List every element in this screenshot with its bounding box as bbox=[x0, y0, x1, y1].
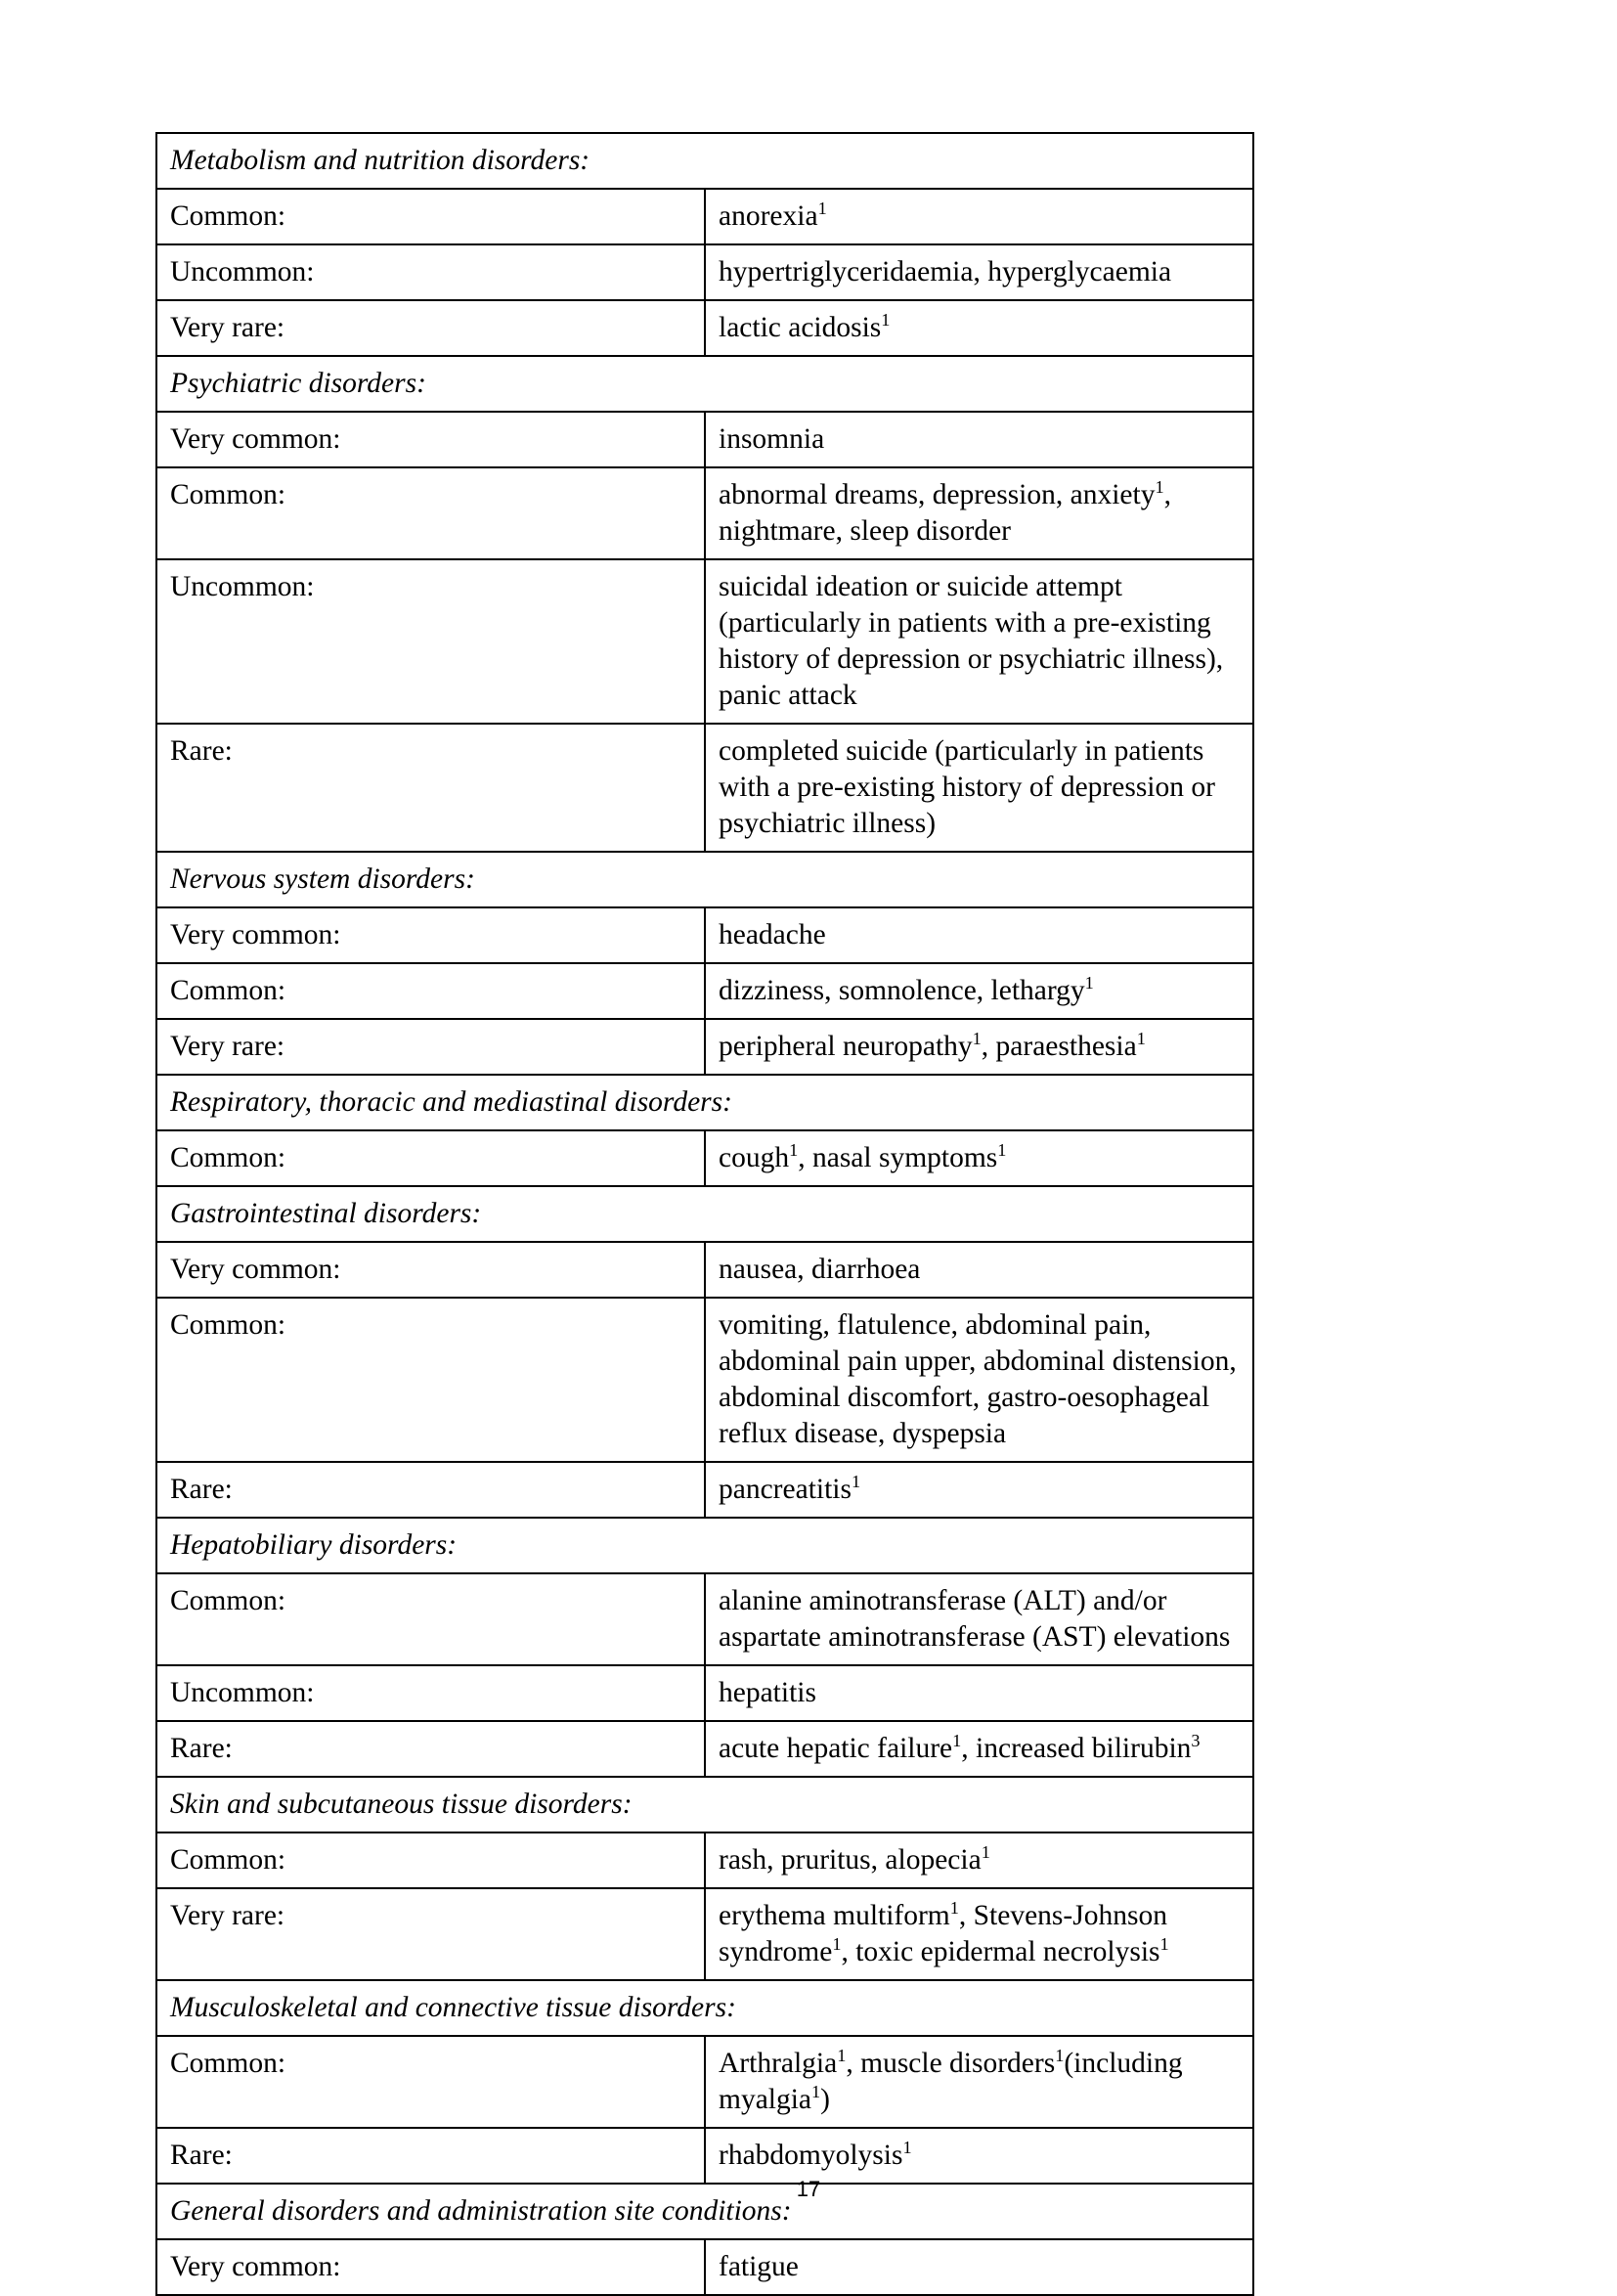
section-header-row bbox=[156, 1186, 1253, 1242]
table-row bbox=[156, 1721, 1253, 1777]
footnote-marker: 1 bbox=[789, 1139, 799, 1160]
system-organ-class-heading: Respiratory, thoracic and mediastinal disorders: bbox=[156, 1075, 1253, 1130]
reaction-text: alanine aminotransferase (ALT) and/or aspartate aminotransferase (AST) elevations bbox=[719, 1585, 1231, 1653]
system-organ-class-heading: Nervous system disorders: bbox=[156, 852, 1253, 907]
reaction-text: dizziness, somnolence, lethargy bbox=[719, 975, 1085, 1006]
frequency-cell: Common: bbox=[156, 2036, 705, 2128]
section-header-row bbox=[156, 852, 1253, 907]
system-organ-class-heading: General disorders and administration site conditions: bbox=[156, 2184, 1253, 2239]
reactions-cell bbox=[705, 412, 1253, 467]
footnote-marker: 1 bbox=[817, 198, 827, 218]
reaction-text: anorexia bbox=[719, 200, 818, 232]
reaction-text: ) bbox=[820, 2084, 830, 2115]
frequency-cell: Very rare: bbox=[156, 1019, 705, 1075]
frequency-cell: Very rare: bbox=[156, 300, 705, 356]
reaction-text: vomiting, flatulence, abdominal pain, abdominal pain upper, abdominal distension, abdominal discomfort, gastro-oesophageal reflux disease, dyspepsia bbox=[719, 1309, 1237, 1449]
table-row bbox=[156, 412, 1253, 467]
reaction-text: , increased bilirubin bbox=[961, 1733, 1192, 1764]
reactions-cell bbox=[705, 559, 1253, 724]
system-organ-class-heading: Musculoskeletal and connective tissue disorders: bbox=[156, 1980, 1253, 2036]
adverse-reactions-table bbox=[155, 132, 1254, 2296]
reactions-cell bbox=[705, 963, 1253, 1019]
frequency-cell: Very common: bbox=[156, 907, 705, 963]
system-organ-class-heading: Psychiatric disorders: bbox=[156, 356, 1253, 412]
reactions-cell bbox=[705, 2239, 1253, 2295]
frequency-cell: Common: bbox=[156, 1832, 705, 1888]
reaction-text: erythema multiform bbox=[719, 1900, 950, 1931]
reaction-text: rhabdomyolysis bbox=[719, 2140, 903, 2171]
table-row bbox=[156, 467, 1253, 559]
system-organ-class-heading: Hepatobiliary disorders: bbox=[156, 1518, 1253, 1573]
footnote-marker: 1 bbox=[997, 1139, 1007, 1160]
footnote-marker: 1 bbox=[972, 1028, 982, 1048]
frequency-cell: Common: bbox=[156, 963, 705, 1019]
footnote-marker: 1 bbox=[832, 1933, 842, 1954]
section-header-row bbox=[156, 1777, 1253, 1832]
frequency-cell: Common: bbox=[156, 1573, 705, 1665]
reaction-text: abnormal dreams, depression, anxiety bbox=[719, 479, 1156, 510]
footnote-marker: 1 bbox=[952, 1730, 962, 1750]
reactions-cell bbox=[705, 724, 1253, 852]
reactions-cell bbox=[705, 1298, 1253, 1462]
reaction-text: suicidal ideation or suicide attempt (particularly in patients with a pre-existing history of depression or psychiatric illness), panic attack bbox=[719, 571, 1224, 711]
frequency-cell: Rare: bbox=[156, 1721, 705, 1777]
reaction-text: hypertriglyceridaemia, hyperglycaemia bbox=[719, 256, 1172, 287]
reactions-cell bbox=[705, 2128, 1253, 2184]
reaction-text: acute hepatic failure bbox=[719, 1733, 953, 1764]
reactions-cell bbox=[705, 1242, 1253, 1298]
reactions-cell bbox=[705, 1130, 1253, 1186]
table-row bbox=[156, 189, 1253, 244]
reactions-cell bbox=[705, 1573, 1253, 1665]
table-row bbox=[156, 1573, 1253, 1665]
table-row bbox=[156, 724, 1253, 852]
frequency-cell: Uncommon: bbox=[156, 1665, 705, 1721]
reaction-text: completed suicide (particularly in patients with a pre-existing history of depression or psychiatric illness) bbox=[719, 735, 1215, 839]
reaction-text: peripheral neuropathy bbox=[719, 1031, 973, 1062]
table-row bbox=[156, 1462, 1253, 1518]
system-organ-class-heading: Metabolism and nutrition disorders: bbox=[156, 133, 1253, 189]
frequency-cell: Rare: bbox=[156, 1462, 705, 1518]
reaction-text: insomnia bbox=[719, 423, 825, 455]
reaction-text: , nasal symptoms bbox=[798, 1142, 998, 1173]
table-row bbox=[156, 2036, 1253, 2128]
system-organ-class-heading: Gastrointestinal disorders: bbox=[156, 1186, 1253, 1242]
table-row bbox=[156, 907, 1253, 963]
section-header-row bbox=[156, 1518, 1253, 1573]
table-row bbox=[156, 1298, 1253, 1462]
footnote-marker: 1 bbox=[837, 2045, 847, 2065]
reaction-text: , paraesthesia bbox=[981, 1031, 1137, 1062]
footnote-marker: 1 bbox=[881, 309, 891, 330]
adverse-reactions-table-body bbox=[156, 133, 1253, 2295]
system-organ-class-heading: Skin and subcutaneous tissue disorders: bbox=[156, 1777, 1253, 1832]
reactions-cell bbox=[705, 2036, 1253, 2128]
reaction-text: nausea, diarrhoea bbox=[719, 1254, 921, 1285]
frequency-cell: Common: bbox=[156, 467, 705, 559]
footnote-marker: 1 bbox=[902, 2137, 912, 2157]
reaction-text: headache bbox=[719, 919, 826, 950]
reaction-text: hepatitis bbox=[719, 1677, 816, 1708]
reaction-text: pancreatitis bbox=[719, 1474, 852, 1505]
table-row bbox=[156, 244, 1253, 300]
section-header-row bbox=[156, 356, 1253, 412]
frequency-cell: Uncommon: bbox=[156, 559, 705, 724]
footnote-marker: 1 bbox=[1159, 1933, 1169, 1954]
footnote-marker: 1 bbox=[1155, 476, 1164, 497]
reaction-text: , nightmare, sleep disorder bbox=[719, 479, 1171, 547]
reactions-cell bbox=[705, 300, 1253, 356]
section-header-row bbox=[156, 1075, 1253, 1130]
reaction-text: cough bbox=[719, 1142, 790, 1173]
footnote-marker: 1 bbox=[1084, 972, 1094, 993]
frequency-cell: Uncommon: bbox=[156, 244, 705, 300]
frequency-cell: Very common: bbox=[156, 1242, 705, 1298]
reaction-text: Arthralgia bbox=[719, 2048, 838, 2079]
page-number: 17 bbox=[796, 2177, 821, 2201]
table-row bbox=[156, 300, 1253, 356]
reaction-text: lactic acidosis bbox=[719, 312, 882, 343]
footnote-marker: 1 bbox=[811, 2081, 821, 2101]
footnote-marker: 1 bbox=[1055, 2045, 1065, 2065]
table-row bbox=[156, 1130, 1253, 1186]
reactions-cell bbox=[705, 1665, 1253, 1721]
table-row bbox=[156, 2128, 1253, 2184]
frequency-cell: Common: bbox=[156, 1130, 705, 1186]
reactions-cell bbox=[705, 1832, 1253, 1888]
table-row bbox=[156, 2239, 1253, 2295]
table-row bbox=[156, 1019, 1253, 1075]
reactions-cell bbox=[705, 1721, 1253, 1777]
frequency-cell: Rare: bbox=[156, 2128, 705, 2184]
table-row bbox=[156, 1832, 1253, 1888]
table-row bbox=[156, 559, 1253, 724]
footnote-marker: 1 bbox=[949, 1897, 959, 1918]
reactions-cell bbox=[705, 1888, 1253, 1980]
table-row bbox=[156, 1888, 1253, 1980]
footnote-marker: 3 bbox=[1191, 1730, 1201, 1750]
footnote-marker: 1 bbox=[851, 1471, 861, 1491]
table-row bbox=[156, 963, 1253, 1019]
reactions-cell bbox=[705, 1019, 1253, 1075]
reaction-text: , Stevens-Johnson syndrome bbox=[719, 1900, 1167, 1967]
reaction-text: fatigue bbox=[719, 2251, 799, 2282]
reactions-cell bbox=[705, 467, 1253, 559]
reaction-text: , toxic epidermal necrolysis bbox=[841, 1936, 1160, 1967]
section-header-row bbox=[156, 1980, 1253, 2036]
reaction-text: (including myalgia bbox=[719, 2048, 1183, 2115]
frequency-cell: Rare: bbox=[156, 724, 705, 852]
reactions-cell bbox=[705, 1462, 1253, 1518]
frequency-cell: Very common: bbox=[156, 2239, 705, 2295]
reaction-text: , muscle disorders bbox=[846, 2048, 1056, 2079]
footnote-marker: 1 bbox=[981, 1841, 990, 1862]
reactions-cell bbox=[705, 189, 1253, 244]
section-header-row bbox=[156, 133, 1253, 189]
frequency-cell: Common: bbox=[156, 1298, 705, 1462]
frequency-cell: Very common: bbox=[156, 412, 705, 467]
table-row bbox=[156, 1665, 1253, 1721]
frequency-cell: Common: bbox=[156, 189, 705, 244]
reactions-cell bbox=[705, 907, 1253, 963]
reactions-cell bbox=[705, 244, 1253, 300]
table-row bbox=[156, 1242, 1253, 1298]
footnote-marker: 1 bbox=[1136, 1028, 1146, 1048]
frequency-cell: Very rare: bbox=[156, 1888, 705, 1980]
reaction-text: rash, pruritus, alopecia bbox=[719, 1844, 982, 1876]
